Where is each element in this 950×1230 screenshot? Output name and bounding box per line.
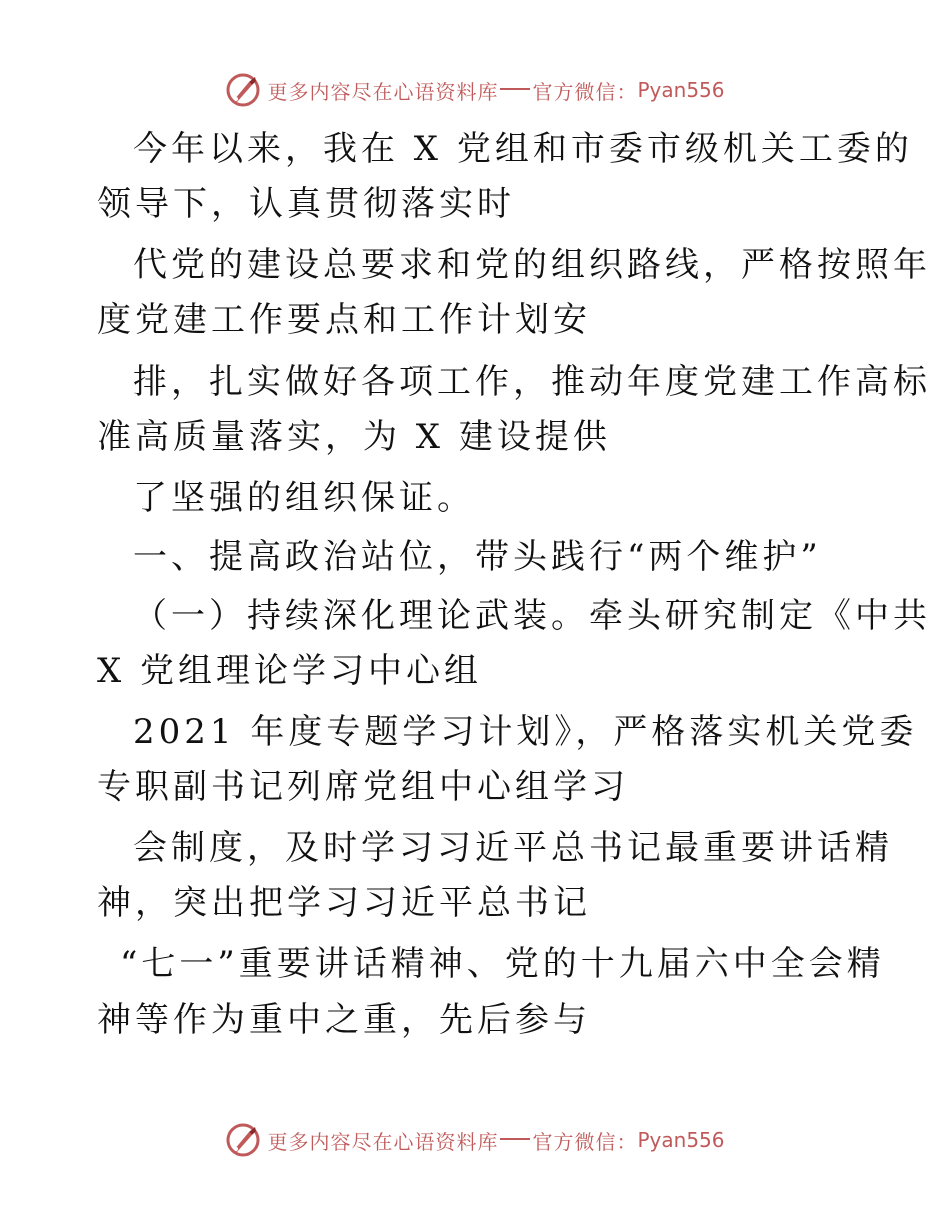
banner-main-text: 更多内容尽在心语资料库 — [267, 1129, 499, 1154]
section-heading: 一、提高政治站位，带头践行“两个维护” — [133, 537, 822, 577]
body-line: 度党建工作要点和工作计划安 — [97, 300, 591, 340]
banner-wechat-label: 官方微信： — [532, 79, 638, 104]
body-line: 今年以来，我在 X 党组和市委市级机关工委的 — [133, 129, 913, 169]
body-line: 代党的建设总要求和党的组织路线，严格按照年 — [133, 245, 931, 285]
quill-logo-icon — [225, 1122, 261, 1158]
banner-wechat-id: Pyan556 — [637, 78, 725, 102]
body-line: 领导下，认真贯彻落实时 — [97, 184, 515, 224]
footer-banner — [0, 1120, 950, 1160]
body-line: 准高质量落实，为 X 建设提供 — [97, 417, 611, 457]
banner-dash — [500, 1138, 530, 1140]
body-line: “七一”重要讲话精神、党的十九届六中全会精 — [120, 944, 885, 984]
body-line: 2021 年度专题学习计划》，严格落实机关党委 — [133, 712, 918, 752]
body-line: 神等作为重中之重，先后参与 — [97, 1000, 591, 1040]
quill-logo-icon — [225, 72, 261, 108]
body-line: X 党组理论学习中心组 — [97, 651, 483, 691]
body-line: 专职副书记列席党组中心组学习 — [97, 767, 629, 807]
banner-main-text: 更多内容尽在心语资料库 — [267, 79, 499, 104]
body-line: （一）持续深化理论武装。牵头研究制定《中共 — [133, 596, 931, 636]
body-line: 了坚强的组织保证。 — [133, 478, 475, 518]
body-line: 神，突出把学习习近平总书记 — [97, 883, 591, 923]
body-line: 会制度，及时学习习近平总书记最重要讲话精 — [133, 828, 893, 868]
banner-dash — [500, 88, 530, 90]
banner-wechat-id: Pyan556 — [637, 1128, 725, 1152]
body-line: 排，扎实做好各项工作，推动年度党建工作高标 — [133, 362, 931, 402]
header-banner — [0, 70, 950, 110]
banner-wechat-label: 官方微信： — [532, 1129, 638, 1154]
